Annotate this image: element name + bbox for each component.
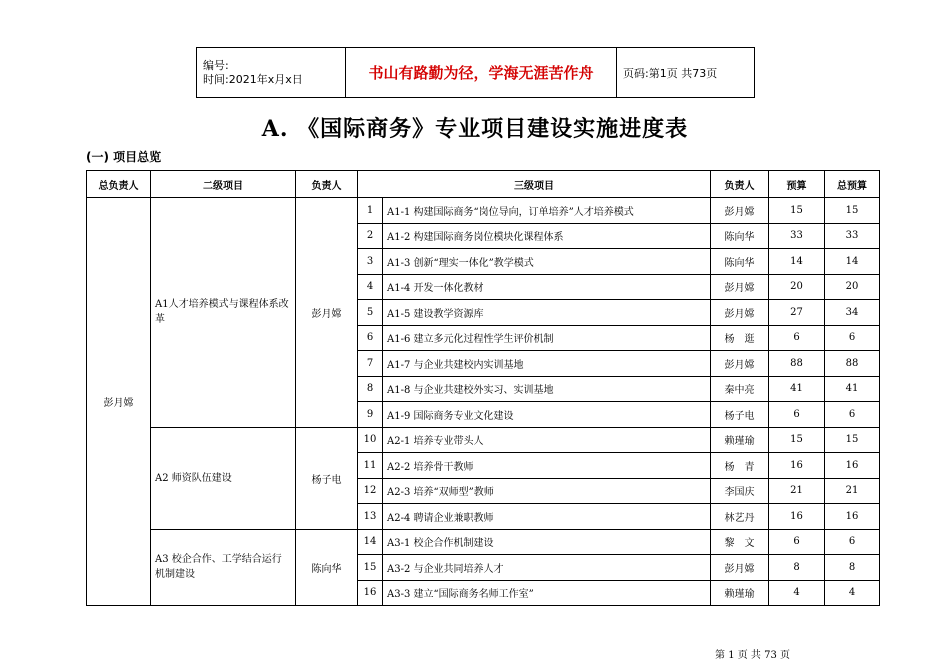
level3-project-cell: A1-5 建设教学资源库 — [383, 300, 711, 326]
budget-cell: 27 — [769, 300, 825, 326]
level3-project-cell: A3-2 与企业共同培养人才 — [383, 555, 711, 581]
total-budget-cell: 16 — [825, 504, 880, 530]
page-title: A. 《国际商务》专业项目建设实施进度表 — [261, 116, 689, 142]
budget-cell: 20 — [769, 274, 825, 300]
level3-leader-cell: 陈向华 — [711, 223, 769, 249]
level3-project-cell: A1-3 创新“理实一体化”教学模式 — [383, 249, 711, 275]
level3-leader-cell: 杨子电 — [711, 402, 769, 428]
level3-leader-cell: 杨 青 — [711, 453, 769, 479]
level3-project-cell: A1-9 国际商务专业文化建设 — [383, 402, 711, 428]
level3-project-cell: A2-2 培养骨干教师 — [383, 453, 711, 479]
budget-cell: 15 — [769, 198, 825, 224]
row-number-cell: 5 — [358, 300, 383, 326]
budget-cell: 16 — [769, 504, 825, 530]
total-budget-cell: 16 — [825, 453, 880, 479]
level3-project-cell: A3-1 校企合作机制建设 — [383, 529, 711, 555]
table-row — [87, 427, 880, 453]
level3-leader-cell: 杨 逛 — [711, 325, 769, 351]
level3-leader-cell: 赖瑾瑜 — [711, 427, 769, 453]
budget-cell: 6 — [769, 529, 825, 555]
document-header — [196, 47, 755, 98]
header-meta — [197, 48, 346, 98]
page-footer: 第 1 页 共 73 页 — [715, 650, 790, 661]
table-header-row — [87, 171, 880, 198]
level3-leader-cell: 李国庆 — [711, 478, 769, 504]
level3-leader-cell: 彭月嫦 — [711, 274, 769, 300]
number-label: 编号: — [203, 58, 229, 72]
total-budget-cell: 34 — [825, 300, 880, 326]
header-leader: 负责人 — [296, 171, 358, 198]
budget-cell: 33 — [769, 223, 825, 249]
header-total-budget: 总预算 — [825, 171, 880, 198]
level3-project-cell: A1-1 构建国际商务“岗位导向，订单培养”人才培养模式 — [383, 198, 711, 224]
budget-cell: 4 — [769, 580, 825, 606]
row-number-cell: 13 — [358, 504, 383, 530]
level3-project-cell: A2-1 培养专业带头人 — [383, 427, 711, 453]
level3-project-cell: A1-2 构建国际商务岗位模块化课程体系 — [383, 223, 711, 249]
level3-project-cell: A2-3 培养“双师型”教师 — [383, 478, 711, 504]
level3-leader-cell: 彭月嫦 — [711, 198, 769, 224]
header-page-label: 页码:第1页 共73页 — [617, 48, 755, 98]
level2-project-cell: A3 校企合作、工学结合运行机制建设 — [151, 529, 296, 606]
row-number-cell: 14 — [358, 529, 383, 555]
budget-cell: 16 — [769, 453, 825, 479]
row-number-cell: 15 — [358, 555, 383, 581]
header-level3: 三级项目 — [358, 171, 711, 198]
total-budget-cell: 15 — [825, 198, 880, 224]
budget-cell: 6 — [769, 402, 825, 428]
total-budget-cell: 4 — [825, 580, 880, 606]
total-budget-cell: 33 — [825, 223, 880, 249]
budget-cell: 8 — [769, 555, 825, 581]
header-budget: 预算 — [769, 171, 825, 198]
row-number-cell: 12 — [358, 478, 383, 504]
level3-leader-cell: 赖瑾瑜 — [711, 580, 769, 606]
level3-leader-cell: 秦中亮 — [711, 376, 769, 402]
row-number-cell: 4 — [358, 274, 383, 300]
level3-leader-cell: 林艺丹 — [711, 504, 769, 530]
row-number-cell: 3 — [358, 249, 383, 275]
row-number-cell: 16 — [358, 580, 383, 606]
budget-cell: 6 — [769, 325, 825, 351]
level3-project-cell: A1-8 与企业共建校外实习、实训基地 — [383, 376, 711, 402]
level2-project-cell: A1人才培养模式与课程体系改革 — [151, 198, 296, 428]
level3-project-cell: A3-3 建立“国际商务名师工作室” — [383, 580, 711, 606]
budget-cell: 88 — [769, 351, 825, 377]
total-budget-cell: 6 — [825, 325, 880, 351]
table-row — [87, 198, 880, 224]
table-row — [87, 529, 880, 555]
level3-leader-cell: 彭月嫦 — [711, 555, 769, 581]
total-budget-cell: 88 — [825, 351, 880, 377]
header-motto: 书山有路勤为径，学海无涯苦作舟 — [346, 48, 617, 98]
project-table — [86, 170, 880, 606]
row-number-cell: 1 — [358, 198, 383, 224]
level2-project-cell: A2 师资队伍建设 — [151, 427, 296, 529]
overall-leader-cell: 彭月嫦 — [87, 198, 151, 606]
level2-leader-cell: 彭月嫦 — [296, 198, 358, 428]
budget-cell: 14 — [769, 249, 825, 275]
level3-leader-cell: 彭月嫦 — [711, 351, 769, 377]
row-number-cell: 2 — [358, 223, 383, 249]
level3-project-cell: A2-4 聘请企业兼职教师 — [383, 504, 711, 530]
row-number-cell: 8 — [358, 376, 383, 402]
header-level2: 二级项目 — [151, 171, 296, 198]
total-budget-cell: 20 — [825, 274, 880, 300]
row-number-cell: 9 — [358, 402, 383, 428]
row-number-cell: 6 — [358, 325, 383, 351]
budget-cell: 21 — [769, 478, 825, 504]
level3-leader-cell: 黎 文 — [711, 529, 769, 555]
level3-project-cell: A1-4 开发一体化教材 — [383, 274, 711, 300]
budget-cell: 15 — [769, 427, 825, 453]
level3-leader-cell: 陈向华 — [711, 249, 769, 275]
total-budget-cell: 6 — [825, 529, 880, 555]
level2-leader-cell: 杨子电 — [296, 427, 358, 529]
header-leader-3: 负责人 — [711, 171, 769, 198]
level3-project-cell: A1-6 建立多元化过程性学生评价机制 — [383, 325, 711, 351]
level3-project-cell: A1-7 与企业共建校内实训基地 — [383, 351, 711, 377]
level3-leader-cell: 彭月嫦 — [711, 300, 769, 326]
total-budget-cell: 14 — [825, 249, 880, 275]
row-number-cell: 10 — [358, 427, 383, 453]
row-number-cell: 11 — [358, 453, 383, 479]
row-number-cell: 7 — [358, 351, 383, 377]
total-budget-cell: 41 — [825, 376, 880, 402]
budget-cell: 41 — [769, 376, 825, 402]
total-budget-cell: 15 — [825, 427, 880, 453]
total-budget-cell: 6 — [825, 402, 880, 428]
level2-leader-cell: 陈向华 — [296, 529, 358, 606]
total-budget-cell: 21 — [825, 478, 880, 504]
date-label: 时间:2021年x月x日 — [203, 72, 303, 86]
total-budget-cell: 8 — [825, 555, 880, 581]
section-title: (一) 项目总览 — [86, 150, 162, 164]
header-overall-leader: 总负责人 — [87, 171, 151, 198]
